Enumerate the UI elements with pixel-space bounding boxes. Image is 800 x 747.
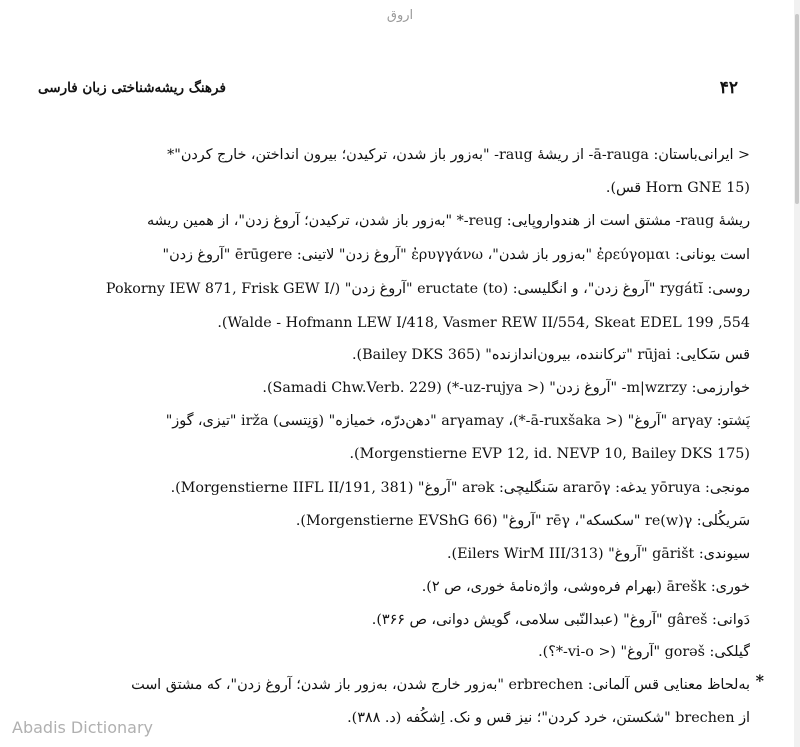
entry-line: روسی: rygátĭ "آروغ زدن"، و انگلیسی: (to) eructate "آروغ زدن" (/Pokorny IEW 871, Frisk GEW I (105, 281, 750, 297)
entry-line: مونجی: yōruya یدغه: ararōγ سَنگلیچی: arək "آروغ" (Morgenstierne IIFL II/191, 381). (170, 480, 750, 496)
entry-line: گیلکی: gorəš "آروغ" (< vi-o-*؟). (538, 644, 750, 660)
site-title: اروق (386, 8, 414, 23)
entry-line: ریشهٔ raug- مشتق است از هندواروپایی: reug-* "به‌زور باز شدن، ترکیدن؛ آروغ زدن"، از همین ریشه (146, 213, 750, 229)
entry-line: خوری: ārešk (بهرام فره‌وشی، واژه‌نامهٔ خوری، ص ۲). (421, 579, 750, 595)
book-title: فرهنگ ریشه‌شناختی زبان فارسی (38, 80, 226, 96)
entry-line: سیوندی: gārišt "آروغ" (Eilers WirM III/313). (447, 546, 750, 562)
entry-line: قس سَکایی: rūjai "ترکاننده، بیرون‌اندازنده" (Bailey DKS 365). (351, 347, 750, 363)
entry-line: (Horn GNE 15 قس). (605, 180, 750, 196)
page-number: ۴۲ (719, 78, 738, 98)
entry-line: 554, Walde - Hofmann LEW I/418, Vasmer REW II/554, Skeat EDEL 199). (217, 315, 750, 331)
entry-line: است یونانی: ἐρεύγομαι "به‌زور باز شدن"، ἐρυγγάνω "آروغ زدن" لاتینی: ērūgere "آروغ زدن" (162, 247, 750, 263)
entry-line: دَوانی: gâreš "آروغ" (عبدالنّبی سلامی، گویش دوانی، ص ۳۶۶). (371, 612, 750, 628)
entry-line: پَشتو: arγay "آروغ" (< ā-ruxšaka-*)، arγamay "دهن‌درّه، خمیازه" (وَنِتسی) irža "تیزی، گوز" (165, 413, 750, 429)
entry-line: خوارزمی: m|wzrzy- "آروغ زدن" (< uz-rujya-*) (Samadi Chw.Verb. 229). (262, 380, 750, 396)
entry-line: سَریکُلی: re(w)γ "سکسکه"، rēγ "آروغ" (Morgenstierne EVShG 66). (295, 513, 750, 529)
watermark: Abadis Dictionary (12, 718, 153, 737)
entry-line: < ایرانی‌باستان: ā-rauga- از ریشهٔ raug- "به‌زور باز شدن، ترکیدن؛ بیرون انداختن، خارج کردن"* (167, 147, 750, 163)
footnote-mark: * (755, 671, 764, 690)
entry-line: (Morgenstierne EVP 12, id. NEVP 10, Bailey DKS 175). (349, 446, 750, 462)
footnote-line: از brechen "شکستن، خرد کردن"؛ نیز قس و نک. اِشکُفه (د. ۳۸۸). (347, 710, 750, 726)
footnote-line: به‌لحاظ معنایی قس آلمانی: erbrechen "به‌زور خارج شدن، به‌زور باز شدن؛ آروغ زدن"، که مشتق است (131, 677, 750, 693)
